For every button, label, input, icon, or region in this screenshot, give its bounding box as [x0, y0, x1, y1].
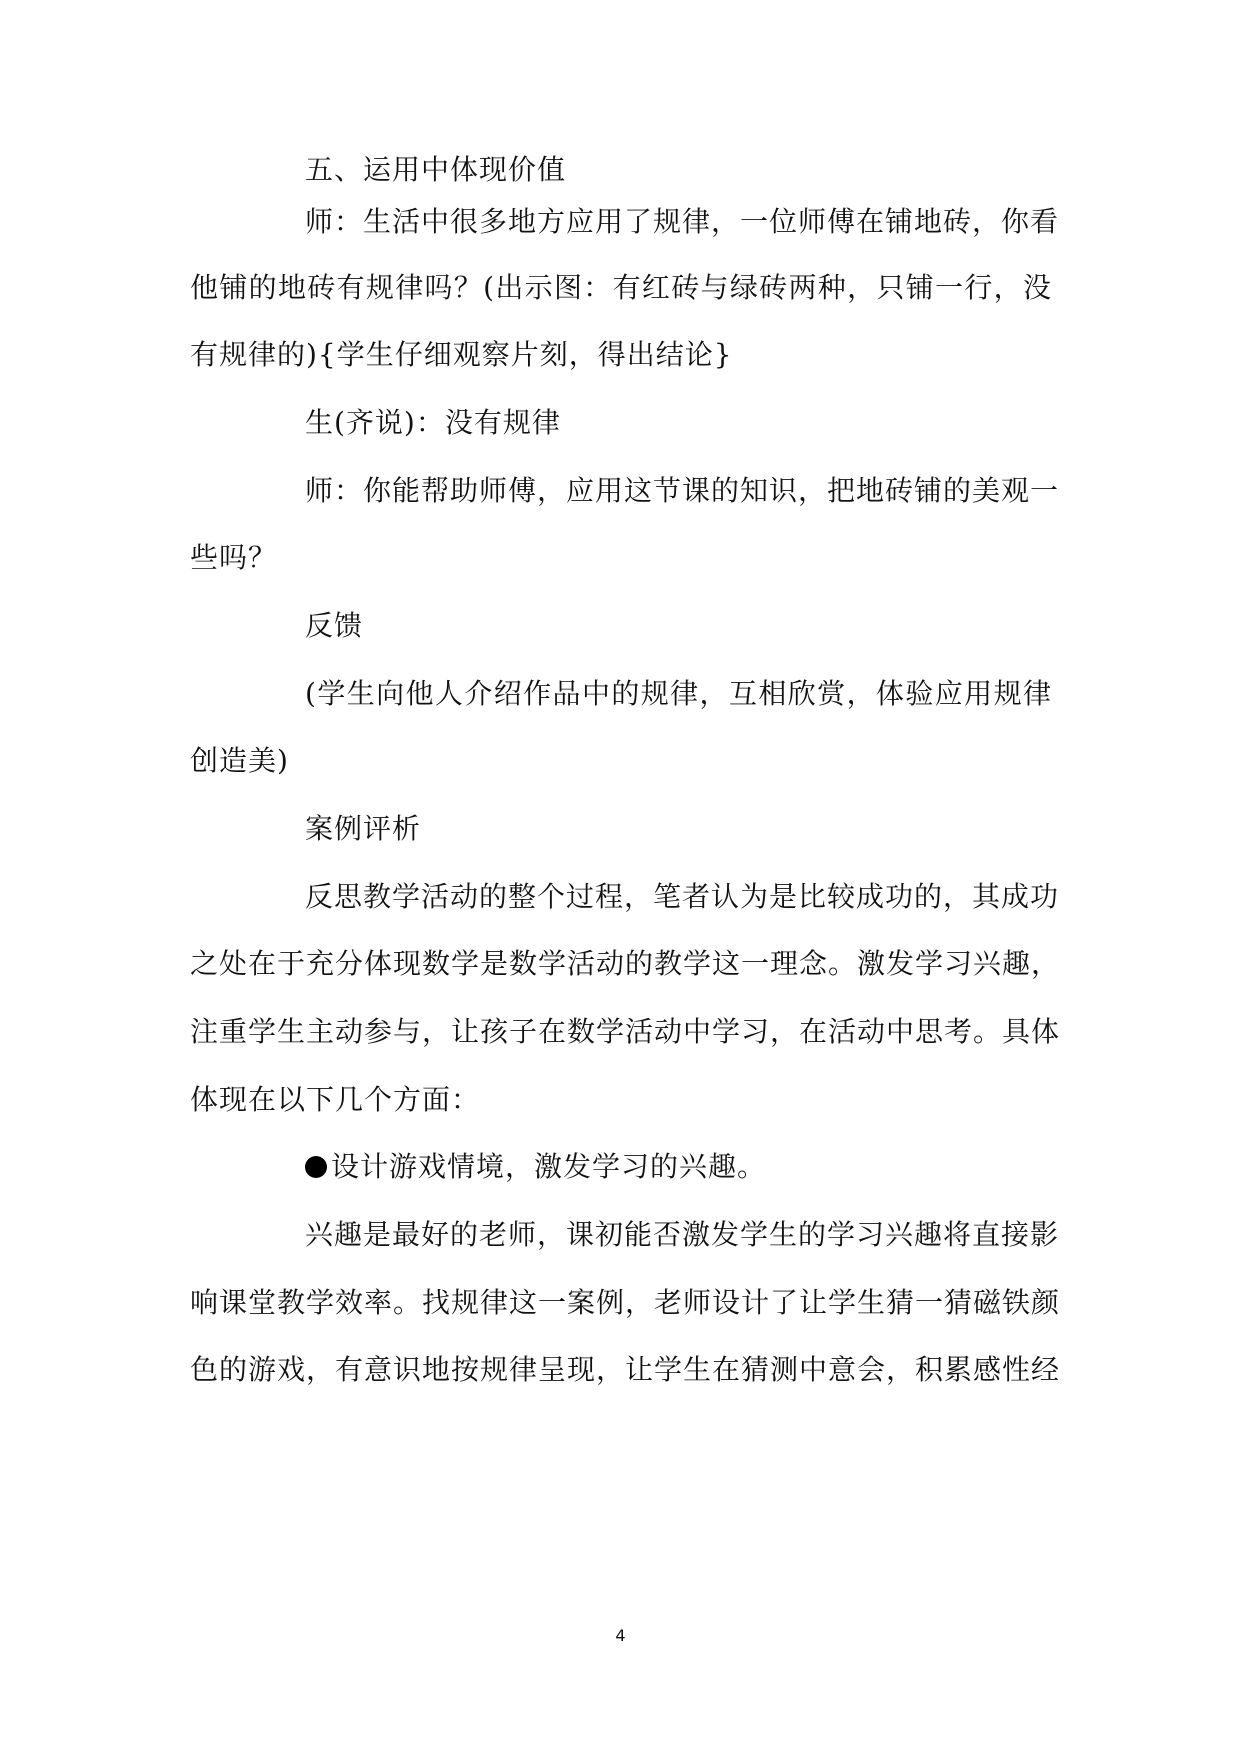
paragraph-line: 有规律的){学生仔细观察片刻，得出结论} [190, 338, 733, 371]
paragraph-line: 生(齐说)：没有规律 [305, 406, 561, 439]
bullet-icon [305, 1156, 327, 1178]
page-number: 4 [615, 1626, 626, 1645]
paragraph-line: 师：你能帮助师傅，应用这节课的知识，把地砖铺的美观一 [305, 474, 1060, 507]
section-heading: 五、运用中体现价值 [305, 153, 567, 186]
paragraph-line: 注重学生主动参与，让孩子在数学活动中学习，在活动中思考。具体 [190, 1015, 1061, 1048]
bullet-item-text: 设计游戏情境，激发学习的兴趣。 [331, 1150, 767, 1183]
paragraph-line: 之处在于充分体现数学是数学活动的教学这一理念。激发学习兴趣， [190, 947, 1061, 980]
paragraph-line: 响课堂教学效率。找规律这一案例，老师设计了让学生猜一猜磁铁颜 [190, 1286, 1061, 1319]
paragraph-line: 反馈 [305, 609, 364, 642]
paragraph-line: 师：生活中很多地方应用了规律，一位师傅在铺地砖，你看 [305, 205, 1060, 238]
paragraph-line: 兴趣是最好的老师，课初能否激发学生的学习兴趣将直接影 [305, 1218, 1060, 1251]
bullet-item [305, 1150, 766, 1184]
section-heading: 案例评析 [305, 812, 422, 845]
paragraph-line: 色的游戏，有意识地按规律呈现，让学生在猜测中意会，积累感性经 [190, 1353, 1061, 1386]
paragraph-line: 他铺的地砖有规律吗？(出示图：有红砖与绿砖两种，只铺一行，没 [190, 271, 1052, 304]
paragraph-line: (学生向他人介绍作品中的规律，互相欣赏，体验应用规律 [305, 677, 1052, 710]
paragraph-line: 体现在以下几个方面： [190, 1083, 481, 1116]
paragraph-line: 创造美) [190, 744, 289, 777]
paragraph-line: 些吗？ [190, 541, 278, 574]
paragraph-line: 反思教学活动的整个过程，笔者认为是比较成功的，其成功 [305, 880, 1060, 913]
